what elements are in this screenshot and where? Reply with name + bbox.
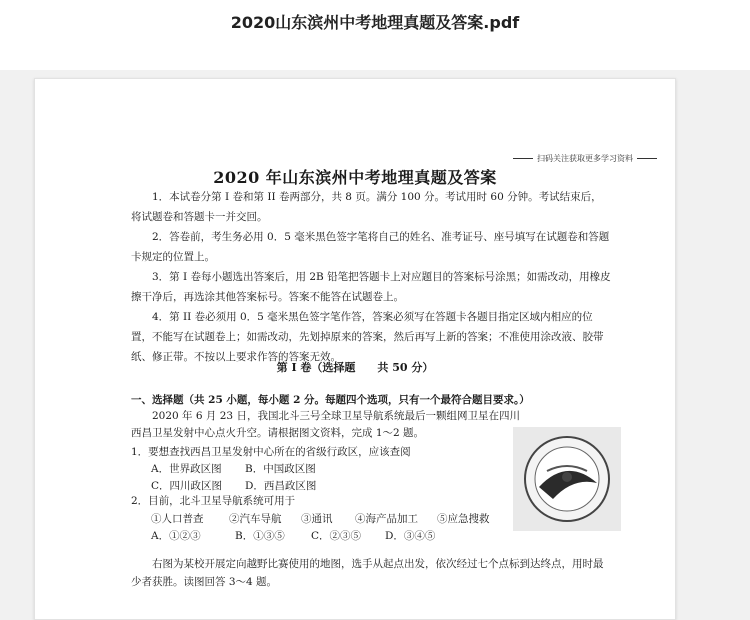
instruction-4: 4．第 II 卷必须用 0．5 毫米黑色签字笔作答，答案必须写在答题卡各题目指定区域内相应的位置，不能写在试题卷上；如需改动，先划掉原来的答案，然后再写上新的答案；不准使用涂改液、胶带纸、修正带。不按以上要求作答的答案无效。 [131, 311, 604, 363]
section-heading: 第 I 卷（选择题 共 50 分） [276, 361, 434, 374]
instruction-3: 3．第 I 卷每小题选出答案后，用 2B 铅笔把答题卡上对应题目的答案标号涂黑；如需改动，用橡皮擦干净后，再选涂其他答案标号。答案不能答在试题卷上。 [131, 271, 611, 303]
q1-option-d: D．西昌政区图 [245, 480, 317, 492]
viewer-header [0, 0, 750, 70]
q2-item-3: ③通讯 [301, 513, 333, 525]
watermark-rule-right [637, 158, 657, 159]
q2-item-5: ⑤应急搜救 [437, 513, 490, 525]
file-title: 2020山东滨州中考地理真题及答案.pdf [230, 13, 520, 32]
pdf-page [34, 78, 676, 620]
q2-item-2: ②汽车导航 [229, 513, 282, 525]
q2-option-c: C．②③⑤ [311, 530, 362, 542]
watermark-text: 扫码关注获取更多学习资料 [537, 154, 633, 163]
watermark-rule-left [513, 158, 533, 159]
watermark [513, 153, 657, 164]
q1-option-c: C．四川政区图 [151, 480, 223, 492]
q2-stem: 2．目前，北斗卫星导航系统可用于 [131, 495, 296, 507]
intro-2: 右图为某校开展定向越野比赛使用的地图，选手从起点出发，依次经过七个点标到达终点，用时最少者获胜。读图回答 3～4 题。 [131, 558, 604, 588]
instruction-2: 2．答卷前，考生务必用 0．5 毫米黑色签字笔将自己的姓名、准考证号、座号填写在试题卷和答题卡规定的位置上。 [131, 231, 610, 263]
q2-option-b: B．①③⑤ [235, 530, 285, 542]
q1-option-b: B．中国政区图 [245, 463, 316, 475]
beidou-logo-icon [513, 427, 621, 531]
instruction-1: 1．本试卷分第 I 卷和第 II 卷两部分，共 8 页。满分 100 分。考试用时 60 分钟。考试结束后，将试题卷和答题卡一并交回。 [131, 191, 602, 223]
q1-option-a: A．世界政区图 [151, 463, 222, 475]
q2-option-d: D．③④⑤ [385, 530, 436, 542]
q2-item-4: ④海产品加工 [355, 513, 418, 525]
exam-title: 2020 年山东滨州中考地理真题及答案 [213, 168, 497, 187]
beidou-logo-image [513, 427, 621, 531]
q2-item-1: ①人口普查 [151, 513, 204, 525]
q2-option-a: A．①②③ [151, 530, 201, 542]
q1-stem: 1．要想查找西昌卫星发射中心所在的省级行政区，应该查阅 [131, 446, 411, 458]
intro-1: 2020 年 6 月 23 日，我国北斗三号全球卫星导航系统最后一颗组网卫星在四川西昌卫星发射中心点火升空。请根据图文资料，完成 1～2 题。 [131, 410, 520, 439]
part1-heading: 一、选择题（共 25 小题，每小题 2 分。每题四个选项，只有一个最符合题目要求。） [131, 394, 530, 406]
